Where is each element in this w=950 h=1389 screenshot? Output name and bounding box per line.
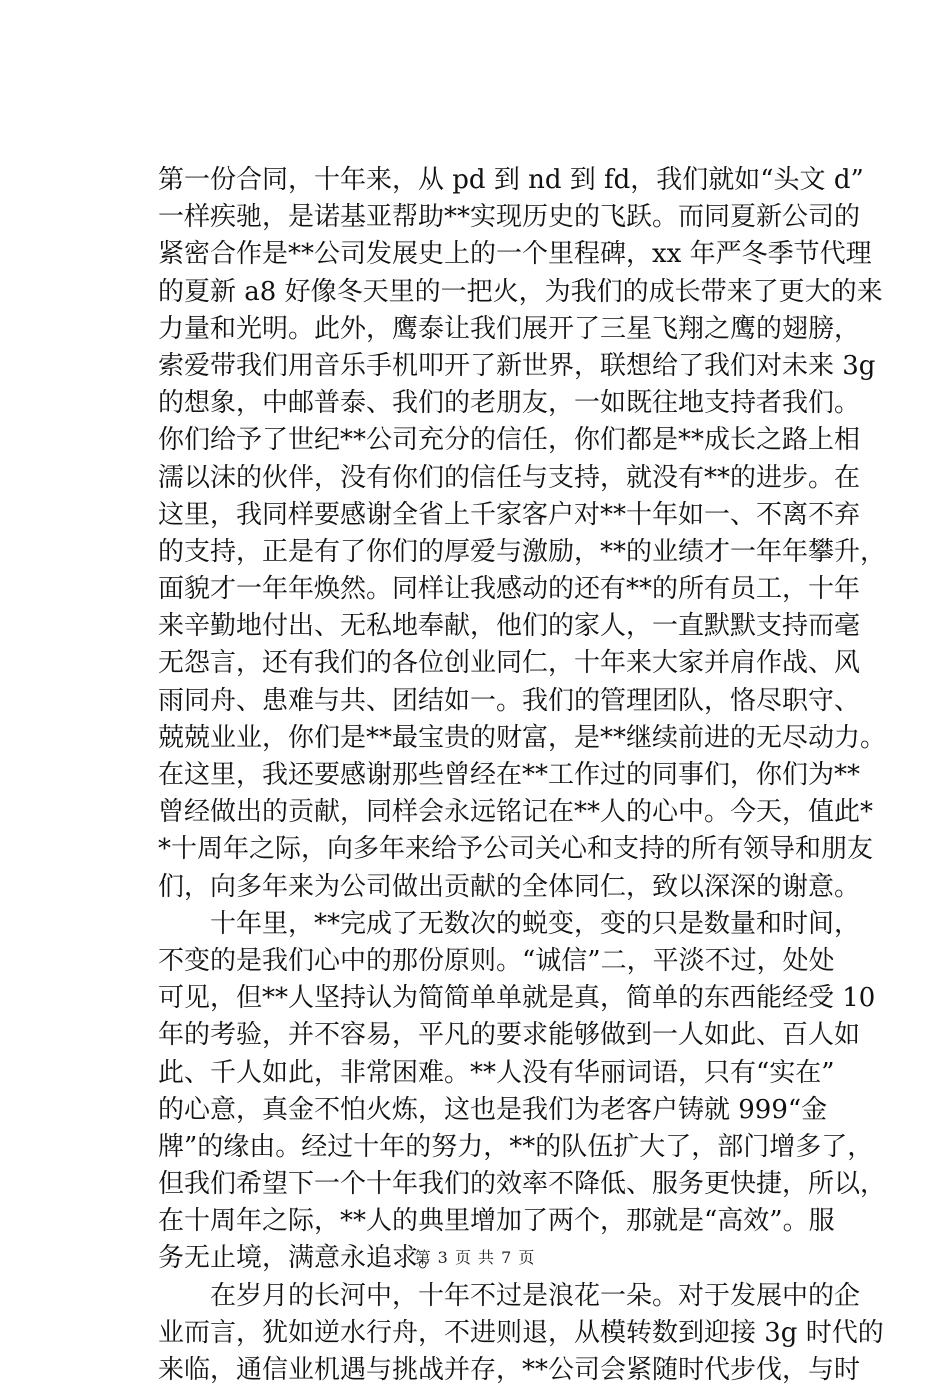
text-line: 来辛勤地付出、无私地奉献，他们的家人，一直默默支持而毫 (158, 611, 861, 642)
text-line: 业而言，犹如逆水行舟，不进则退，从模转数到迎接 3g 时代的 (158, 1317, 884, 1348)
body-text (158, 162, 887, 1389)
text-line: 十年里，**完成了无数次的蜕变，变的只是数量和时间， (158, 908, 861, 939)
text-line: 的支持，正是有了你们的厚爱与激励，**的业绩才一年年攀升， (158, 536, 887, 567)
text-line: 一样疾驰，是诺基亚帮助**实现历史的飞跃。而同夏新公司的 (158, 202, 861, 233)
text-line: 在十周年之际，**人的典里增加了两个，那就是“高效”。服 (158, 1206, 835, 1237)
text-line: 雨同舟、患难与共、团结如一。我们的管理团队，恪尽职守、 (158, 685, 861, 716)
text-line: 在这里，我还要感谢那些曾经在**工作过的同事们，你们为** (158, 760, 861, 790)
text-line: 曾经做出的贡献，同样会永远铭记在**人的心中。今天，值此* (158, 797, 874, 828)
text-line: 的想象，中邮普泰、我们的老朋友，一如既往地支持者我们。 (158, 388, 861, 419)
text-line: 无怨言，还有我们的各位创业同仁，十年来大家并肩作战、风 (158, 648, 861, 679)
text-line: 的心意，真金不怕火炼，这也是我们为老客户铸就 999“金 (158, 1094, 828, 1125)
text-line: 但我们希望下一个十年我们的效率不降低、服务更快捷，所以， (158, 1169, 887, 1200)
page-number-footer: 第 3 页 共 7 页 (414, 1248, 536, 1267)
text-line: 力量和光明。此外，鹰泰让我们展开了三星飞翔之鹰的翅膀， (158, 313, 861, 344)
text-line: 来临，通信业机遇与挑战并存，**公司会紧随时代步伐，与时 (158, 1355, 861, 1385)
text-line: 在岁月的长河中，十年不过是浪花一朵。对于发展中的企 (158, 1280, 861, 1311)
text-line: 濡以沫的伙伴，没有你们的信任与支持，就没有**的进步。在 (158, 462, 861, 493)
text-line: 务无止境，满意永追求。 (158, 1243, 445, 1274)
text-line: 第一份合同，十年来，从 pd 到 nd 到 fd，我们就如“头文 d” (158, 165, 864, 195)
text-line: 此、千人如此，非常困难。**人没有华丽词语，只有“实在” (158, 1057, 835, 1088)
text-line: 这里，我同样要感谢全省上千家客户对**十年如一、不离不弃 (158, 499, 861, 530)
text-line: 们，向多年来为公司做出贡献的全体同仁，致以深深的谢意。 (158, 871, 861, 902)
text-line: *十周年之际，向多年来给予公司关心和支持的所有领导和朋友 (158, 834, 874, 865)
text-line: 年的考验，并不容易，平凡的要求能够做到一人如此、百人如 (158, 1020, 861, 1051)
text-line: 的夏新 a8 好像冬天里的一把火，为我们的成长带来了更大的来 (158, 276, 883, 307)
text-line: 可见，但**人坚持认为简简单单就是真，简单的东西能经受 10 (158, 983, 876, 1014)
text-line: 兢兢业业，你们是**最宝贵的财富，是**继续前进的无尽动力。 (158, 722, 887, 753)
text-line: 紧密合作是**公司发展史上的一个里程碑，xx 年严冬季节代理 (158, 239, 872, 270)
text-line: 索爱带我们用音乐手机叩开了新世界，联想给了我们对未来 3g (158, 350, 876, 381)
text-line: 牌”的缘由。经过十年的努力，**的队伍扩大了，部门增多了， (158, 1131, 874, 1162)
text-line: 不变的是我们心中的那份原则。“诚信”二，平淡不过，处处 (158, 945, 835, 976)
text-line: 面貌才一年年焕然。同样让我感动的还有**的所有员工，十年 (158, 574, 861, 605)
text-line: 你们给予了世纪**公司充分的信任，你们都是**成长之路上相 (158, 425, 861, 456)
